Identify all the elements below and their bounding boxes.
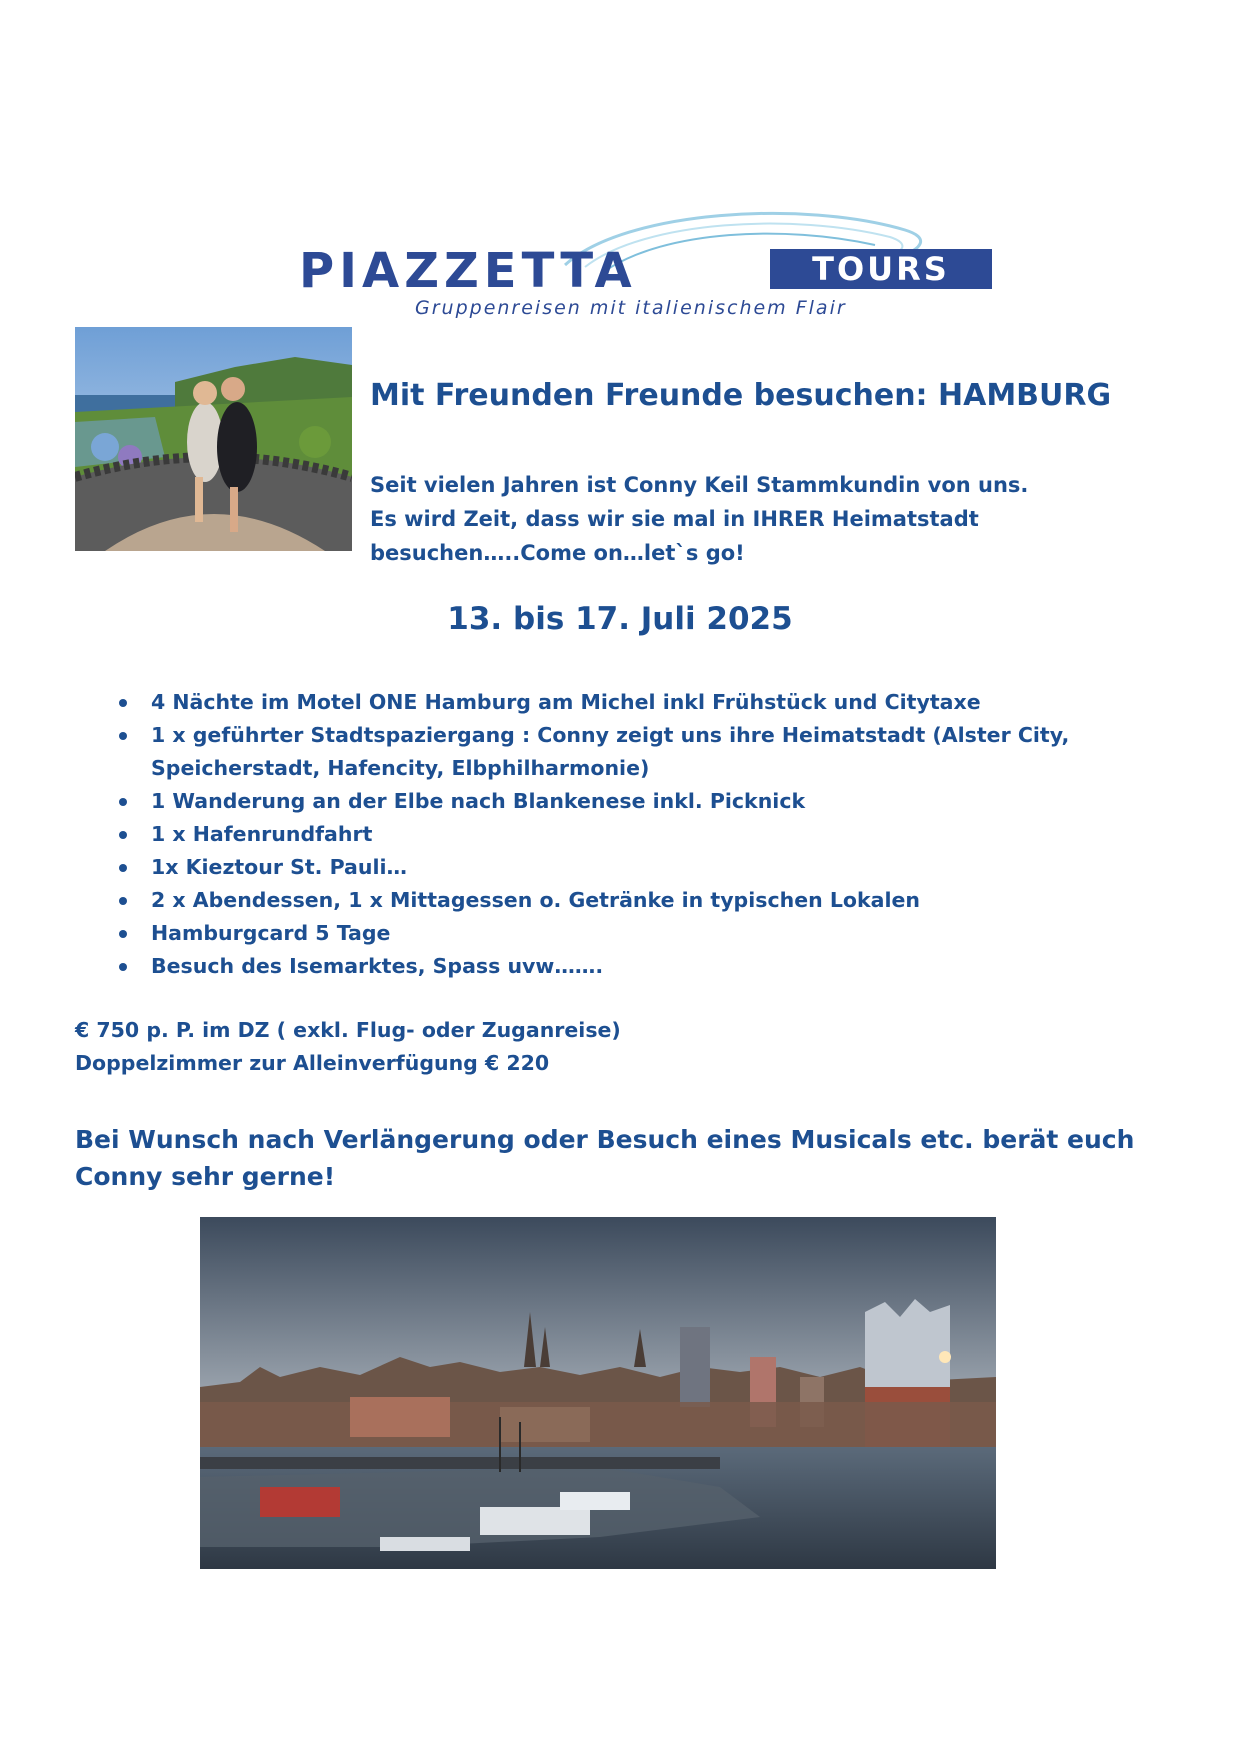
list-item: 2 x Abendessen, 1 x Mittagessen o. Getränke in typischen Lokalen [118, 884, 1069, 917]
closing-note: Bei Wunsch nach Verlängerung oder Besuch eines Musicals etc. berät euch Conny sehr gerne! [75, 1125, 1135, 1191]
intro-line: Seit vielen Jahren ist Conny Keil Stammkundin von uns. [370, 473, 1029, 497]
list-item: Besuch des Isemarktes, Spass uvw……. [118, 950, 1069, 983]
list-item: 1 Wanderung an der Elbe nach Blankenese inkl. Picknick [118, 785, 1069, 818]
price-line: € 750 p. P. im DZ ( exkl. Flug- oder Zuganreise) [75, 1018, 621, 1042]
logo-tours-badge: TOURS [770, 249, 992, 289]
intro-line: Es wird Zeit, dass wir sie mal in IHRER Heimatstadt [370, 507, 979, 531]
list-item: Hamburgcard 5 Tage [118, 917, 1069, 950]
list-item [118, 719, 1069, 785]
intro-text [370, 468, 1130, 570]
pricing [75, 1014, 621, 1080]
list-item-text: 1 x geführter Stadtspaziergang : Conny zeigt uns ihre Heimatstadt (Alster City, [151, 723, 1070, 747]
hamburg-harbor-photo [200, 1217, 996, 1569]
friends-photo [75, 327, 352, 551]
list-item-text-continued: Speicherstadt, Hafencity, Elbphilharmonie) [151, 756, 650, 780]
piazzetta-tours-logo [275, 205, 995, 325]
page-title: Mit Freunden Freunde besuchen: HAMBURG [370, 378, 1112, 413]
list-item: 1 x Hafenrundfahrt [118, 818, 1069, 851]
list-item: 4 Nächte im Motel ONE Hamburg am Michel inkl Frühstück und Citytaxe [118, 686, 1069, 719]
logo-brand-text: PIAZZETTA [299, 243, 637, 299]
list-item: 1x Kieztour St. Pauli… [118, 851, 1069, 884]
single-room-price: Doppelzimmer zur Alleinverfügung € 220 [75, 1051, 550, 1075]
intro-line: besuchen…..Come on…let`s go! [370, 541, 745, 565]
logo-tagline: Gruppenreisen mit italienischem Flair [415, 297, 847, 319]
features-list [118, 686, 1069, 983]
travel-dates: 13. bis 17. Juli 2025 [447, 601, 793, 637]
